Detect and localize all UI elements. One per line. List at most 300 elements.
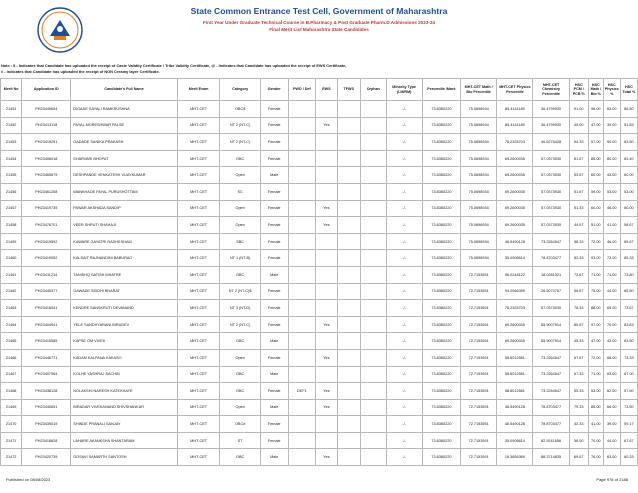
table-cell: 73.8380220 <box>422 349 460 366</box>
table-cell: MHT-CET <box>177 266 220 283</box>
table-cell: 41.00 <box>588 416 603 433</box>
table-cell: 96.00 <box>588 101 603 118</box>
table-cell: Female <box>260 217 288 234</box>
table-cell: MHT-CET <box>177 283 220 300</box>
table-cell: 45.33 <box>569 333 588 350</box>
table-row <box>1 432 638 449</box>
table-cell: 75.0698934 <box>461 134 497 151</box>
table-cell: 53.00 <box>603 183 620 200</box>
table-cell <box>316 432 337 449</box>
table-cell: 73.33 <box>620 349 637 366</box>
table-cell <box>360 117 386 134</box>
table-cell: 51.33 <box>569 200 588 217</box>
table-cell: MHT-CET <box>177 250 220 267</box>
table-cell: 93.00 <box>588 250 603 267</box>
table-cell: 63.50 <box>620 134 637 151</box>
table-cell <box>360 383 386 400</box>
table-cell <box>288 217 316 234</box>
table-cell: 78.2325703 <box>497 134 533 151</box>
table-cell <box>360 366 386 383</box>
table-cell: Male <box>260 333 288 350</box>
table-cell: BIRADAR VIVEKANAND SHIVSHANKAR <box>71 399 178 416</box>
table-cell: 72.7153591 <box>461 449 497 466</box>
table-cell: 26.5070767 <box>533 283 569 300</box>
table-cell <box>288 333 316 350</box>
table-cell: 44.00 <box>603 432 620 449</box>
table-cell: Female <box>260 117 288 134</box>
table-cell: 21470 <box>1 416 22 433</box>
table-cell: -/- <box>386 217 422 234</box>
table-cell <box>337 349 360 366</box>
table-cell: Female <box>260 300 288 317</box>
table-cell <box>360 217 386 234</box>
table-cell: LAHARE AKANKSHA SHANTARAM <box>71 432 178 449</box>
table-cell: 75.0698934 <box>461 233 497 250</box>
table-cell: 72.7153591 <box>461 366 497 383</box>
table-cell <box>316 233 337 250</box>
table-cell: 72.00 <box>588 233 603 250</box>
column-header: Candidate's Full Name <box>71 79 178 101</box>
column-header: Merit No <box>1 79 22 101</box>
table-cell: 46.5490128 <box>497 399 533 416</box>
table-cell: 59.00 <box>588 183 603 200</box>
table-cell: Female <box>260 233 288 250</box>
table-cell: 75.0698934 <box>461 183 497 200</box>
table-cell: 69.2600035 <box>497 150 533 167</box>
table-cell: 73.8380220 <box>422 432 460 449</box>
table-cell: Female <box>260 316 288 333</box>
table-cell: 85.4141185 <box>497 101 533 118</box>
table-cell: 39.00 <box>603 117 620 134</box>
table-cell: PH23419291 <box>22 134 71 151</box>
column-header: Gender <box>260 79 288 101</box>
table-cell <box>360 399 386 416</box>
table-cell <box>337 200 360 217</box>
table-cell: VEER SHRUTI SHAHAJI <box>71 217 178 234</box>
table-cell: MHT-CET <box>177 366 220 383</box>
table-cell: PH23411214 <box>22 266 71 283</box>
table-cell: KAPSE OM VIVEK <box>71 333 178 350</box>
table-row <box>1 183 638 200</box>
table-cell: 67.33 <box>569 366 588 383</box>
table-cell: 53.00 <box>588 383 603 400</box>
table-cell: KALSAIT RAJNANDINI BABURAO <box>71 250 178 267</box>
column-header: TFWS <box>337 79 360 101</box>
table-cell: 73.8380220 <box>422 200 460 217</box>
table-cell: 36.4799930 <box>533 101 569 118</box>
table-cell: 60.00 <box>620 200 637 217</box>
table-cell: PH23418828 <box>22 432 71 449</box>
table-cell <box>337 366 360 383</box>
table-cell: 58.6012581 <box>497 366 533 383</box>
table-cell: 55.33 <box>569 383 588 400</box>
column-header: Percentile /Mark <box>422 79 460 101</box>
table-cell: OBC# <box>220 416 260 433</box>
column-header: Merit Exam <box>177 79 220 101</box>
table-cell: 51.83 <box>620 117 637 134</box>
table-cell: Female <box>260 383 288 400</box>
table-cell: 78.8703477 <box>533 250 569 267</box>
table-cell: 72.7153591 <box>461 399 497 416</box>
table-cell: 73.8380220 <box>422 150 460 167</box>
table-cell: WANKHADE PAYAL PURUSHOTTAM <box>71 183 178 200</box>
table-cell <box>337 399 360 416</box>
table-cell: 21461 <box>1 266 22 283</box>
table-cell: -/- <box>386 167 422 184</box>
table-cell <box>316 150 337 167</box>
table-cell: 21462 <box>1 283 22 300</box>
table-cell: -/- <box>386 101 422 118</box>
table-cell: 21458 <box>1 217 22 234</box>
table-cell: 91.00 <box>569 101 588 118</box>
table-cell: 39.00 <box>603 416 620 433</box>
table-cell: DIGADE SAYALI RAMKRUSHNA <box>71 101 178 118</box>
table-cell <box>288 432 316 449</box>
table-cell: KADAM KALPANA KAKASO <box>71 349 178 366</box>
table-cell: PH23446771 <box>22 349 71 366</box>
table-cell: Male <box>260 399 288 416</box>
table-cell: 57.0373930 <box>533 200 569 217</box>
table-cell: 46.6276428 <box>533 134 569 151</box>
table-cell: 85.00 <box>588 150 603 167</box>
page-subtitle: First Year Under Graduate Technical Course in B.Pharmacy & Post Graduate Pharm.D Admissions 2023-24 <box>203 20 435 25</box>
table-cell: MHT-CET <box>177 449 220 466</box>
table-cell: 63.00 <box>603 449 620 466</box>
table-cell <box>316 101 337 118</box>
table-cell: 70.00 <box>588 432 603 449</box>
table-cell <box>316 167 337 184</box>
table-cell: 54.33 <box>569 134 588 151</box>
table-cell <box>337 134 360 151</box>
table-cell: 71.00 <box>588 266 603 283</box>
table-cell <box>337 316 360 333</box>
table-cell: 60.00 <box>620 167 637 184</box>
table-cell: 72.7153591 <box>461 432 497 449</box>
table-cell <box>316 333 337 350</box>
table-cell: 43.00 <box>603 333 620 350</box>
table-cell: 57.0373930 <box>533 183 569 200</box>
table-cell: -/- <box>386 134 422 151</box>
table-cell: Open <box>220 200 260 217</box>
table-cell: GOSAVI SAMARTH SANTOSH <box>71 449 178 466</box>
table-cell: 66.00 <box>603 399 620 416</box>
table-cell: 69.00 <box>603 300 620 317</box>
table-cell: 73.2264547 <box>533 366 569 383</box>
table-cell: 75.0698934 <box>461 250 497 267</box>
table-cell: MHT-CET <box>177 217 220 234</box>
table-cell: Female <box>260 349 288 366</box>
table-cell: 72.7153591 <box>461 383 497 400</box>
table-cell: 75.0698934 <box>461 117 497 134</box>
table-cell: 60.00 <box>588 167 603 184</box>
table-cell: -/- <box>386 449 422 466</box>
page-header <box>0 0 638 60</box>
table-cell: PH23416041 <box>22 300 71 317</box>
table-cell: PH23476701 <box>22 217 71 234</box>
table-cell: 16.3856369 <box>497 449 533 466</box>
table-cell: PH23419052 <box>22 250 71 267</box>
table-cell: 73.2264547 <box>533 349 569 366</box>
table-cell: PH23439019 <box>22 416 71 433</box>
table-cell <box>337 250 360 267</box>
table-cell: 59.17 <box>620 416 637 433</box>
table-cell: -/- <box>386 366 422 383</box>
column-header: Category <box>220 79 260 101</box>
table-cell: 21472 <box>1 449 22 466</box>
table-cell: 69.2600035 <box>497 316 533 333</box>
table-cell: 76.00 <box>588 449 603 466</box>
table-cell: PH23445377 <box>22 283 71 300</box>
table-cell <box>360 416 386 433</box>
table-cell: PH23407964 <box>22 366 71 383</box>
table-cell: 21467 <box>1 366 22 383</box>
table-row <box>1 333 638 350</box>
table-row <box>1 250 638 267</box>
column-header: EWS <box>316 79 337 101</box>
table-cell: MHT-CET <box>177 333 220 350</box>
table-cell <box>288 283 316 300</box>
table-row <box>1 233 638 250</box>
table-cell: PH23404941 <box>22 316 71 333</box>
table-cell: 45.00 <box>569 117 588 134</box>
table-cell: MHT-CET <box>177 150 220 167</box>
table-cell <box>316 416 337 433</box>
table-cell: SBC <box>220 233 260 250</box>
table-cell <box>360 333 386 350</box>
table-cell <box>337 167 360 184</box>
table-cell: 62.00 <box>603 383 620 400</box>
table-cell: OBC <box>220 366 260 383</box>
table-cell: 51.67 <box>569 183 588 200</box>
table-cell <box>360 101 386 118</box>
table-cell: PH23419735 <box>22 200 71 217</box>
table-row <box>1 449 638 466</box>
table-cell: OBC$ <box>220 101 260 118</box>
table-row <box>1 349 638 366</box>
table-cell: -/- <box>386 432 422 449</box>
table-cell: Male <box>260 266 288 283</box>
table-cell: NT 2 (NT-C)$ <box>220 283 260 300</box>
page-number: Page 976 of 2188 <box>596 477 628 482</box>
table-cell: Yes <box>316 117 337 134</box>
table-cell: 96.0248122 <box>497 266 533 283</box>
table-cell <box>360 349 386 366</box>
table-cell: MHT-CET <box>177 117 220 134</box>
table-cell: 21466 <box>1 349 22 366</box>
table-cell: 21455 <box>1 167 22 184</box>
column-header: HSC PCM / PCB % <box>569 79 588 101</box>
table-cell <box>337 383 360 400</box>
table-cell: 57.60 <box>620 383 637 400</box>
table-cell: -/- <box>386 150 422 167</box>
table-row <box>1 266 638 283</box>
table-cell <box>360 233 386 250</box>
table-cell: Female <box>260 101 288 118</box>
table-cell: 73.2264547 <box>533 383 569 400</box>
table-cell <box>288 117 316 134</box>
table-cell: 76.33 <box>569 300 588 317</box>
table-cell: Open <box>220 349 260 366</box>
table-cell: 63.00 <box>603 366 620 383</box>
table-cell <box>360 183 386 200</box>
table-cell: MHT-CET <box>177 167 220 184</box>
table-cell: Female <box>260 200 288 217</box>
table-cell <box>337 283 360 300</box>
table-cell: PH23465879 <box>22 167 71 184</box>
table-cell: OBC <box>220 333 260 350</box>
table-cell: 85.00 <box>588 399 603 416</box>
table-cell: 68.00 <box>603 349 620 366</box>
table-cell: -/- <box>386 183 422 200</box>
table-cell: Female <box>260 150 288 167</box>
table-cell: Male <box>260 366 288 383</box>
table-cell: 82.9241656 <box>533 432 569 449</box>
table-cell: Yes <box>316 217 337 234</box>
table-cell: 60.33 <box>620 449 637 466</box>
table-cell: MHT-CET <box>177 101 220 118</box>
table-cell: 73.2264547 <box>533 233 569 250</box>
table-cell: TANISHQ SATISH MHATRE <box>71 266 178 283</box>
table-cell: -/- <box>386 200 422 217</box>
table-cell <box>316 250 337 267</box>
table-cell <box>360 266 386 283</box>
table-cell: 35.0908614 <box>497 250 533 267</box>
table-cell: 94.0066399 <box>497 283 533 300</box>
table-cell: 57.0373930 <box>533 300 569 317</box>
table-cell: 69.2600035 <box>497 200 533 217</box>
table-cell <box>360 150 386 167</box>
table-cell: SHINDE PRANALI SANJAY <box>71 416 178 433</box>
table-cell: 73.8380220 <box>422 333 460 350</box>
table-cell <box>316 366 337 383</box>
table-cell: 46.5490128 <box>497 233 533 250</box>
table-cell: Yes <box>316 200 337 217</box>
column-header: HSC Math / Bio % <box>588 79 603 101</box>
table-cell: 69.2600035 <box>497 333 533 350</box>
table-cell: 58.33 <box>569 233 588 250</box>
table-cell: 57.0373930 <box>533 167 569 184</box>
table-cell: Female <box>260 134 288 151</box>
table-cell <box>360 432 386 449</box>
table-cell: 72.7153591 <box>461 316 497 333</box>
table-cell: 73.8380220 <box>422 300 460 317</box>
column-header: MHT-CET Physics Percentile <box>497 79 533 101</box>
table-cell: NT 2 (NT-C) <box>220 316 260 333</box>
table-cell: MHT-CET <box>177 349 220 366</box>
table-cell <box>337 217 360 234</box>
table-cell: MHT-CET <box>177 300 220 317</box>
table-cell: MHT-CET <box>177 233 220 250</box>
table-cell <box>288 349 316 366</box>
note-line: # - Indicates that Candidate has uploaded the receipt of NON Creamy layer Certificate. <box>1 69 160 74</box>
table-row <box>1 200 638 217</box>
table-cell: Male <box>260 449 288 466</box>
table-cell <box>288 167 316 184</box>
table-cell <box>337 150 360 167</box>
table-cell: 65.67 <box>620 233 637 250</box>
table-cell: GADADE SANIKA PRAKASH <box>71 134 178 151</box>
table-cell: 73.8380220 <box>422 449 460 466</box>
table-cell: -/- <box>386 300 422 317</box>
table-cell <box>288 366 316 383</box>
table-cell: -/- <box>386 399 422 416</box>
table-cell: 46.00 <box>603 233 620 250</box>
table-cell: 35.0908614 <box>497 432 533 449</box>
table-cell: 72.7153591 <box>461 333 497 350</box>
table-cell: 67.67 <box>569 349 588 366</box>
table-row <box>1 101 638 118</box>
table-cell <box>337 233 360 250</box>
table-cell: 21453 <box>1 134 22 151</box>
table-cell <box>337 300 360 317</box>
table-cell: Male <box>260 167 288 184</box>
table-cell: -/- <box>386 233 422 250</box>
table-cell: 83.83 <box>620 316 637 333</box>
table-cell: 58.67 <box>620 217 637 234</box>
table-cell <box>288 200 316 217</box>
table-cell: 75.00 <box>588 283 603 300</box>
table-cell: MHT-CET <box>177 416 220 433</box>
table-cell: -/- <box>386 383 422 400</box>
table-cell <box>288 101 316 118</box>
table-cell: 86.50 <box>620 101 637 118</box>
table-cell: 65.9007514 <box>533 333 569 350</box>
table-cell: PAWAR AKSHADA SANDIP <box>71 200 178 217</box>
table-cell: 70.00 <box>603 316 620 333</box>
table-cell <box>360 200 386 217</box>
table-row <box>1 399 638 416</box>
table-cell: NT 3 (NT-D) <box>220 300 260 317</box>
table-cell: 21456 <box>1 183 22 200</box>
table-cell: 21469 <box>1 399 22 416</box>
published-date: Published on 08/08/2023 <box>6 477 51 482</box>
column-header: Orphan <box>360 79 386 101</box>
table-cell: 72.67 <box>569 266 588 283</box>
table-cell: 80.67 <box>569 316 588 333</box>
table-cell: 80.00 <box>603 150 620 167</box>
table-cell: 56.67 <box>569 283 588 300</box>
list-name: Final Merit List Maharashtra State Candidates <box>269 27 369 32</box>
table-cell: 72.7153591 <box>461 416 497 433</box>
table-cell: 73.8380220 <box>422 167 460 184</box>
table-cell: 21451 <box>1 101 22 118</box>
table-cell: MHT-CET <box>177 200 220 217</box>
table-cell: 75.0698934 <box>461 217 497 234</box>
table-cell: 69.2600035 <box>497 183 533 200</box>
table-row <box>1 300 638 317</box>
table-header-row <box>1 79 638 101</box>
table-row <box>1 134 638 151</box>
table-cell <box>337 183 360 200</box>
table-cell: 73.00 <box>603 250 620 267</box>
merit-table <box>0 78 638 466</box>
table-cell: KAWARE GAYATRI RADHESHAM <box>71 233 178 250</box>
table-cell: MHT-CET <box>177 183 220 200</box>
table-cell: 73.8380220 <box>422 117 460 134</box>
table-row <box>1 283 638 300</box>
table-cell: 21471 <box>1 432 22 449</box>
table-cell <box>337 101 360 118</box>
table-cell: PH23413118 <box>22 117 71 134</box>
table-cell <box>337 449 360 466</box>
table-row <box>1 416 638 433</box>
table-cell: 53.00 <box>620 183 637 200</box>
table-cell: PH23449654 <box>22 101 71 118</box>
table-cell: -/- <box>386 333 422 350</box>
table-cell: PH23415585 <box>22 333 71 350</box>
table-cell: 83.40 <box>620 150 637 167</box>
table-cell: SC <box>220 183 260 200</box>
